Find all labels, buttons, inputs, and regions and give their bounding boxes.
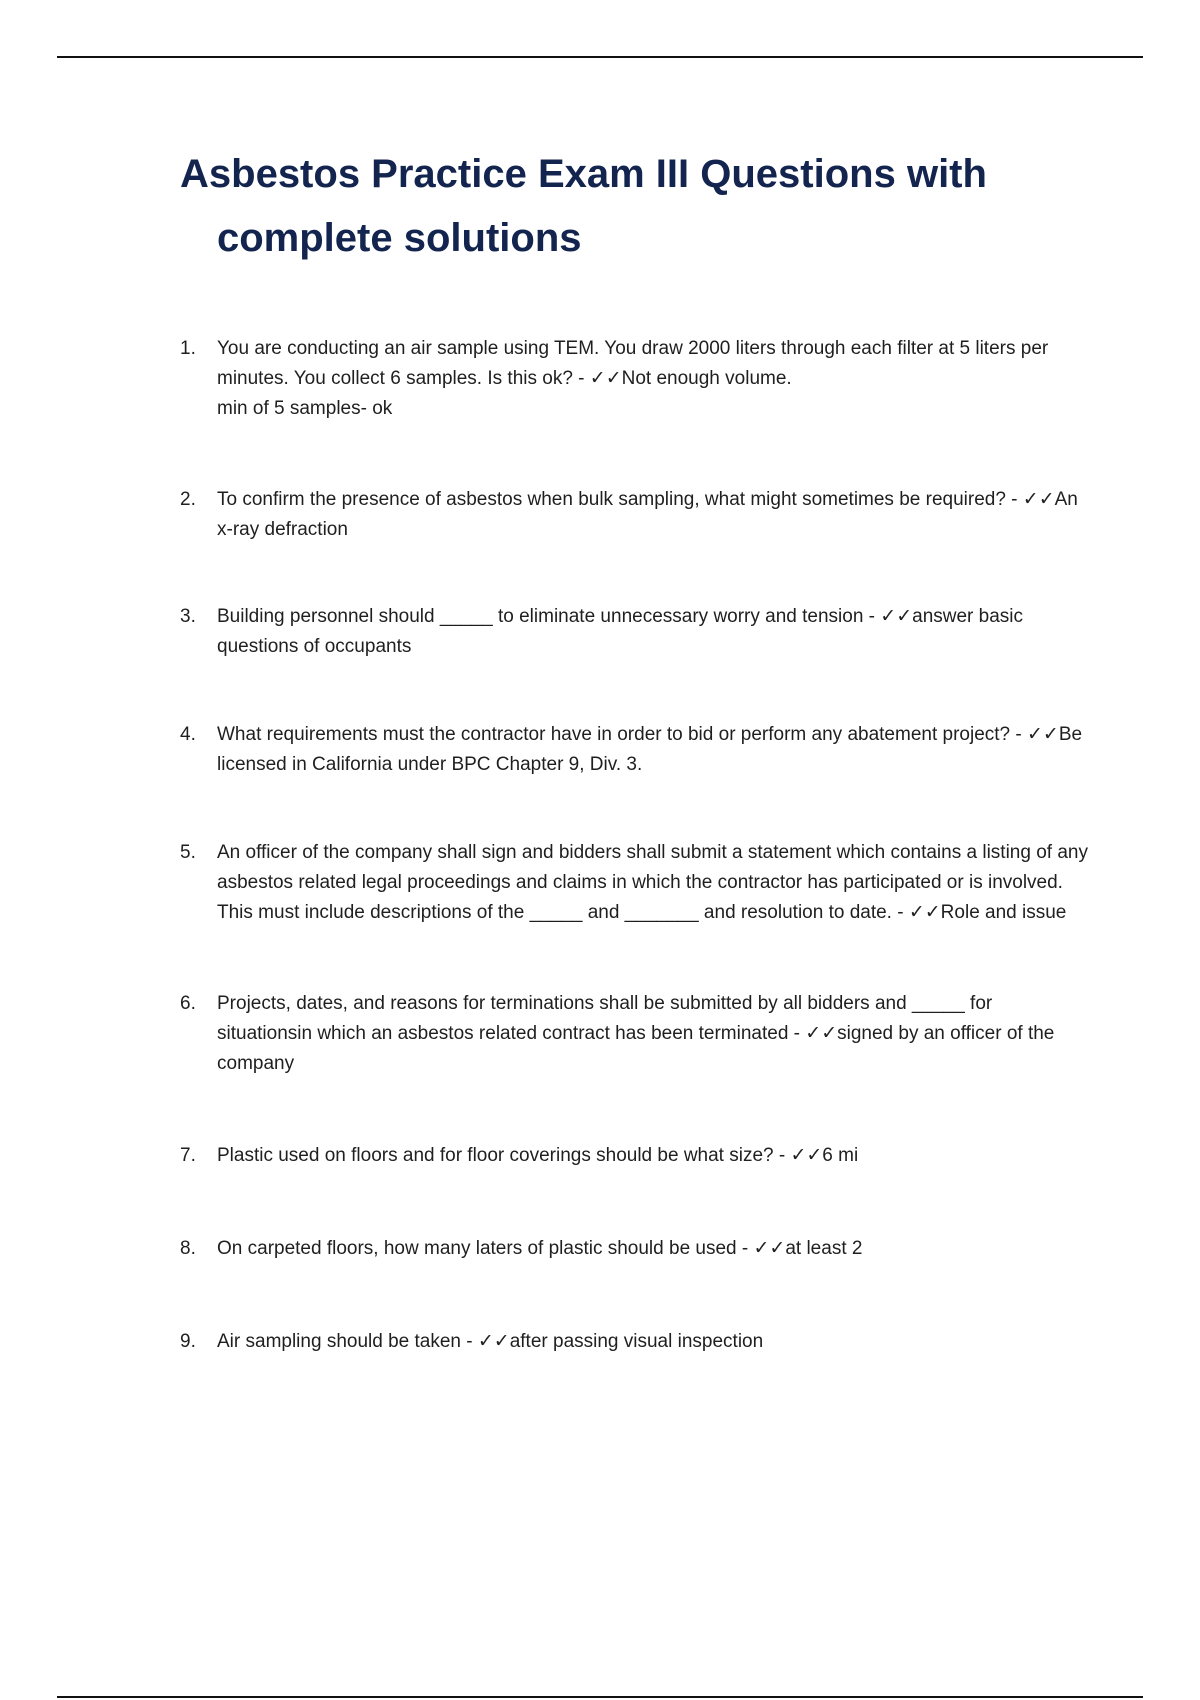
question-list bbox=[180, 334, 1090, 1357]
question-text: Plastic used on floors and for floor coverings should be what size? - ✓✓6 mi bbox=[217, 1145, 859, 1166]
question-number: 9. bbox=[180, 1331, 196, 1352]
question-number: 5. bbox=[180, 842, 196, 863]
question-number: 7. bbox=[180, 1145, 196, 1166]
question-text: Air sampling should be taken - ✓✓after passing visual inspection bbox=[217, 1331, 764, 1352]
question-number: 1. bbox=[180, 338, 196, 359]
question-text: An officer of the company shall sign and bidders shall submit a statement which contains a listing of any asbestos related legal proceedings and claims in which the contractor has participated or is involved. This must include descriptions of the _____ and _______ and resolution to date. - ✓✓Role and issue bbox=[217, 842, 1088, 923]
question-item bbox=[180, 1141, 1090, 1171]
question-number: 6. bbox=[180, 993, 196, 1014]
question-item bbox=[180, 838, 1090, 928]
question-number: 4. bbox=[180, 724, 196, 745]
question-text: To confirm the presence of asbestos when bulk sampling, what might sometimes be required? - ✓✓An x-ray defraction bbox=[217, 489, 1078, 540]
question-number: 3. bbox=[180, 606, 196, 627]
title-line-2: complete solutions bbox=[217, 216, 582, 260]
question-note: min of 5 samples- ok bbox=[217, 398, 393, 419]
question-text: You are conducting an air sample using TEM. You draw 2000 liters through each filter at 5 liters per minutes. You collect 6 samples. Is this ok? - ✓✓Not enough volume. bbox=[217, 338, 1049, 389]
document-title bbox=[180, 142, 1080, 270]
question-item bbox=[180, 334, 1090, 424]
question-item bbox=[180, 720, 1090, 780]
question-text: Projects, dates, and reasons for terminations shall be submitted by all bidders and _____ for situationsin which an asbestos related contract has been terminated - ✓✓signed by an officer of the company bbox=[217, 993, 1055, 1074]
question-number: 2. bbox=[180, 489, 196, 510]
question-number: 8. bbox=[180, 1238, 196, 1259]
question-text: What requirements must the contractor have in order to bid or perform any abatement project? - ✓✓Be licensed in California under BPC Chapter 9, Div. 3. bbox=[217, 724, 1083, 775]
question-text: On carpeted floors, how many laters of plastic should be used - ✓✓at least 2 bbox=[217, 1238, 863, 1259]
title-line-1: Asbestos Practice Exam III Questions with bbox=[180, 152, 987, 196]
question-text: Building personnel should _____ to eliminate unnecessary worry and tension - ✓✓answer basic questions of occupants bbox=[217, 606, 1024, 657]
question-item bbox=[180, 1234, 1090, 1264]
question-item bbox=[180, 485, 1090, 545]
footer-rule bbox=[57, 1696, 1143, 1698]
header-rule bbox=[57, 56, 1143, 58]
question-item bbox=[180, 1327, 1090, 1357]
question-item bbox=[180, 989, 1090, 1079]
question-item bbox=[180, 602, 1090, 662]
